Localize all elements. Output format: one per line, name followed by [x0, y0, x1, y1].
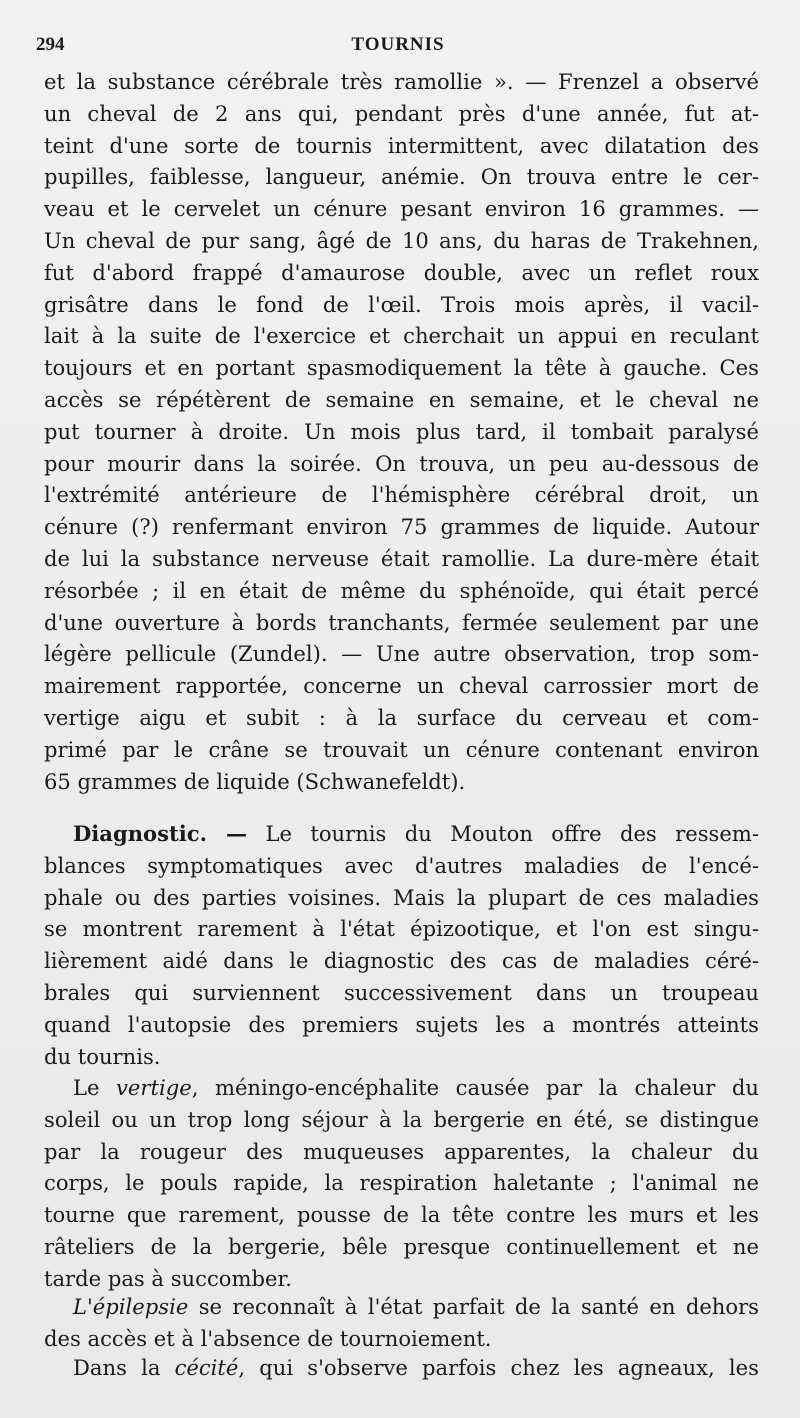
running-head [36, 34, 760, 58]
text-line: veau et le cervelet un cénure pesant environ 16 grammes. — [44, 196, 759, 222]
text-fragment: Le tournis du Mouton offre des ressem- [265, 821, 759, 846]
text-line: et la substance cérébrale très ramollie ». — Frenzel a observé [44, 69, 759, 94]
text-line: tourne que rarement, pousse de la tête contre les murs et les [44, 1202, 759, 1228]
text-line: légère pellicule (Zundel). — Une autre observation, trop som- [44, 641, 759, 667]
term-vertige: vertige [116, 1075, 192, 1100]
term-cecite: cécité [174, 1355, 239, 1380]
paragraph-epilepsie [44, 1291, 759, 1355]
text-fragment: , qui s'observe parfois chez les agneaux, les [238, 1355, 759, 1380]
text-line: put tourner à droite. Un mois plus tard, il tombait paralysé [44, 418, 759, 444]
text-line: se montrent rarement à l'état épizootique, et l'on est singu- [44, 916, 759, 942]
text-line: soleil ou un trop long séjour à la bergerie en été, se distingue [44, 1106, 759, 1132]
text-fragment: , méningo-encéphalite causée par la chaleur du [191, 1075, 759, 1100]
text-fragment: Dans la [73, 1355, 175, 1380]
term-epilepsie: L'épilepsie [73, 1294, 189, 1319]
text-line: l'extrémité antérieure de l'hémisphère cérébral droit, un [44, 482, 759, 508]
section-heading-diagnostic: Diagnostic. — [73, 821, 248, 846]
text-line: primé par le crâne se trouvait un cénure contenant environ [44, 736, 759, 762]
text-line-first [44, 1291, 759, 1323]
text-line: fut d'abord frappé d'amaurose double, avec un reflet roux [44, 259, 759, 285]
text-line: corps, le pouls rapide, la respiration haletante ; l'animal ne [44, 1170, 759, 1196]
page-number: 294 [36, 34, 65, 55]
paragraph-diagnostic [44, 818, 759, 1072]
paragraph-vertige [44, 1072, 759, 1295]
running-title: TOURNIS [351, 34, 445, 55]
text-line: quand l'autopsie des premiers sujets les a montrés atteints [44, 1011, 759, 1037]
text-line: toujours et en portant spasmodiquement la tête à gauche. Ces [44, 355, 759, 381]
text-line: vertige aigu et subit : à la surface du cerveau et com- [44, 704, 759, 730]
text-line: pour mourir dans la soirée. On trouva, un peu au-dessous de [44, 450, 759, 476]
text-line: d'une ouverture à bords tranchants, fermée seulement par une [44, 609, 759, 635]
text-line: par la rougeur des muqueuses apparentes, la chaleur du [44, 1138, 759, 1164]
text-line: râteliers de la bergerie, bêle presque continuellement et ne [44, 1233, 759, 1259]
text-fragment: Le [73, 1075, 117, 1100]
text-line: grisâtre dans le fond de l'œil. Trois mois après, il vacil- [44, 291, 759, 317]
text-line-first [44, 1352, 759, 1384]
text-fragment: se reconnaît à l'état parfait de la santé en dehors [188, 1294, 759, 1319]
text-line: pupilles, faiblesse, langueur, anémie. On trouva entre le cer- [44, 164, 759, 190]
text-line-first [44, 818, 759, 850]
text-line: 65 grammes de liquide (Schwanefeldt). [44, 768, 466, 794]
paragraph-cecite [44, 1352, 759, 1384]
paragraph-horse-cases [44, 66, 759, 797]
text-line: résorbée ; il en était de même du sphénoïde, qui était percé [44, 577, 759, 603]
text-line: phale ou des parties voisines. Mais la plupart de ces maladies [44, 884, 759, 910]
text-line: cénure (?) renfermant environ 75 grammes de liquide. Autour [44, 514, 759, 540]
text-line: de lui la substance nerveuse était ramollie. La dure-mère était [44, 545, 759, 571]
text-line: blances symptomatiques avec d'autres maladies de l'encé- [44, 852, 759, 878]
text-line: accès se répétèrent de semaine en semaine, et le cheval ne [44, 386, 759, 412]
text-line: du tournis. [44, 1043, 161, 1069]
text-line: Un cheval de pur sang, âgé de 10 ans, du haras de Trakehnen, [44, 227, 759, 253]
text-line: mairement rapportée, concerne un cheval carrossier mort de [44, 673, 759, 699]
text-line: teint d'une sorte de tournis intermittent, avec dilatation des [44, 132, 759, 158]
text-line: des accès et à l'absence de tournoiement. [44, 1325, 492, 1351]
text-line: tarde pas à succomber. [44, 1265, 292, 1291]
text-line: lait à la suite de l'exercice et cherchait un appui en reculant [44, 323, 759, 349]
text-line: un cheval de 2 ans qui, pendant près d'une année, fut at- [44, 100, 759, 126]
text-line: brales qui surviennent successivement dans un troupeau [44, 979, 759, 1005]
text-line: lièrement aidé dans le diagnostic des cas de maladies céré- [44, 948, 759, 974]
text-line-first [44, 1072, 759, 1104]
